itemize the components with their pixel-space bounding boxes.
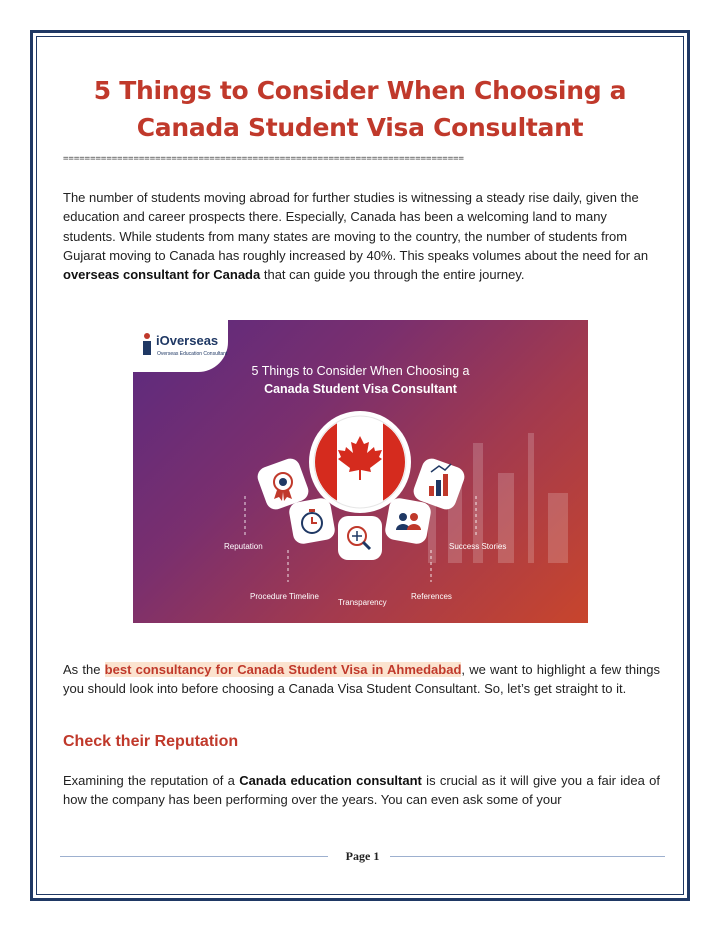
third-text-before: Examining the reputation of a: [63, 773, 240, 788]
logo-tagline: Overseas Education Consultant: [157, 351, 228, 357]
second-text-after: , we want to highlight a few things you should look into before choosing a Canada Visa Student Consultant. So, let’s get straight to it.: [63, 662, 661, 697]
logo-name: iOverseas: [156, 333, 219, 348]
page-number: Page 1: [345, 849, 380, 863]
banner-heading-line-2: Canada Student Visa Consultant: [264, 382, 457, 396]
banner-graphic: [133, 320, 588, 623]
intro-text-after: that can guide you through the entire journey.: [260, 267, 525, 283]
label-references: References: [411, 592, 452, 601]
best-consultancy-link[interactable]: best consultancy for Canada Student Visa in Ahmedabad: [104, 662, 462, 677]
title-line-2: Canada Student Visa Consultant: [136, 113, 584, 142]
transparency-tile: [338, 516, 382, 560]
intro-paragraph: [63, 188, 660, 284]
article-banner-image: [133, 320, 588, 623]
page-title: [40, 72, 680, 146]
page-footer: [60, 849, 665, 863]
intro-text-before: The number of students moving abroad for further studies is witnessing a steady rise daily, given the education and career prospects there. Especially, Canada has been a welcoming land to many students. While students from many states are moving to the country, the number of students from Gujarat moving to Canada has roughly increased by 40%. This speaks volumes about the need for an: [63, 190, 649, 263]
label-transparency: Transparency: [338, 598, 387, 607]
canada-flag-icon: [309, 411, 411, 513]
label-reputation: Reputation: [224, 542, 263, 551]
banner-heading-line-1: 5 Things to Consider When Choosing a: [251, 364, 470, 378]
second-text-before: As the: [63, 662, 105, 677]
label-success-stories: Success Stories: [449, 542, 507, 551]
label-procedure-timeline: Procedure Timeline: [250, 592, 319, 601]
third-paragraph: [63, 771, 660, 810]
third-text-after: is crucial as it will give you a fair idea of how the company has been performing over the years. You can even ask some of your: [63, 773, 660, 808]
title-divider: ==========================================================================: [63, 154, 464, 164]
third-bold-phrase: Canada education consultant: [239, 773, 422, 788]
references-tile: [384, 497, 433, 546]
title-line-1: 5 Things to Consider When Choosing a: [93, 76, 627, 105]
section-heading-reputation: Check their Reputation: [63, 733, 239, 750]
intro-bold-phrase: overseas consultant for Canada: [63, 267, 261, 283]
procedure-timeline-tile: [288, 497, 337, 546]
second-paragraph: [63, 660, 660, 699]
